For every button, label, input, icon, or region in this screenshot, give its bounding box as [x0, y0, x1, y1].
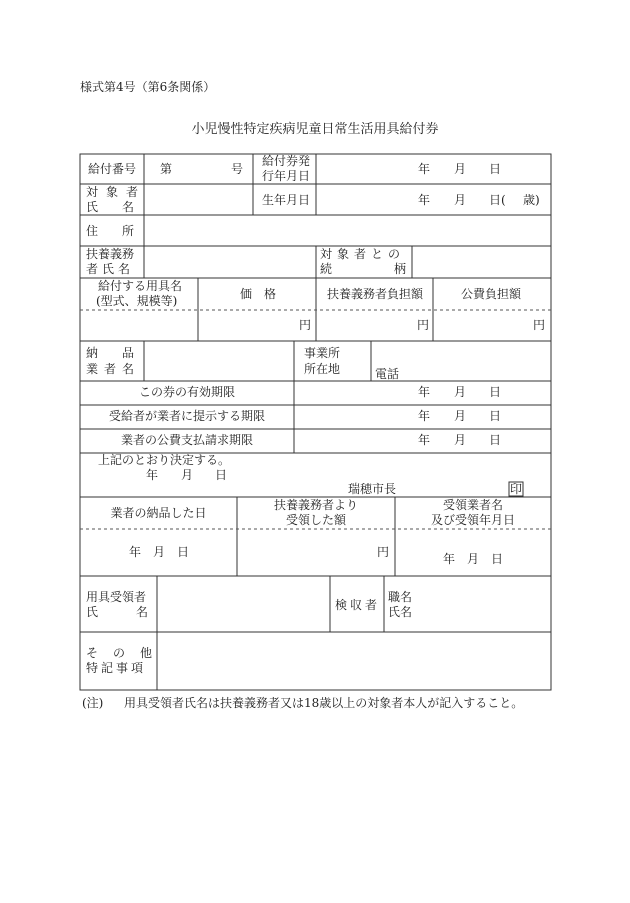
- decision-text: 上記のとおり決定する。: [98, 453, 231, 467]
- office-label-1: 事業所: [304, 346, 341, 360]
- vendor-label-2: 業者名: [86, 362, 141, 376]
- guardian-label-1: 扶養義務: [86, 247, 135, 261]
- guardian-share-yen: 円: [417, 318, 430, 332]
- public-share-yen: 円: [533, 318, 546, 332]
- issue-date-tsuki: 月: [454, 162, 467, 176]
- public-share-label: 公費負担額: [461, 287, 522, 301]
- vendor-label-1: 納品: [86, 346, 159, 360]
- decision-nen: 年: [146, 468, 159, 482]
- voucher-no-dai: 第: [160, 162, 173, 176]
- remarks-label-1: その他: [86, 646, 168, 660]
- price-yen: 円: [299, 318, 312, 332]
- delivery-nen: 年: [129, 545, 142, 559]
- subject-name-label-2: 氏名: [86, 200, 159, 214]
- received-amount-label-2: 受領した額: [285, 513, 346, 527]
- subject-name-label-1: 対象者: [86, 185, 147, 199]
- decision-tsuki: 月: [181, 468, 194, 482]
- delivery-tsuki: 月: [153, 545, 166, 559]
- issue-date-nen: 年: [418, 162, 431, 176]
- item-label-1: 給付する用具名: [98, 279, 183, 293]
- issue-date-label-2: 行年月日: [262, 169, 311, 183]
- claim-deadline-label: 業者の公費支払請求期限: [120, 433, 253, 447]
- inspector-name-label: 氏名: [388, 605, 413, 619]
- form-title: 小児慢性特定疾病児童日常生活用具給付券: [191, 122, 439, 137]
- footnote-label: (注): [82, 696, 104, 710]
- guardian-share-label: 扶養義務者負担額: [327, 287, 424, 301]
- received-yen: 円: [377, 545, 390, 559]
- present-deadline-hi: 日: [489, 409, 502, 423]
- delivery-date-label: 業者の納品した日: [110, 506, 207, 520]
- phone-label: 電話: [375, 367, 400, 381]
- address-label: 住所: [86, 224, 159, 238]
- item-label-2: (型式、規模等): [96, 294, 178, 308]
- claim-deadline-nen: 年: [418, 433, 431, 447]
- receiver-label-2: 及び受領年月日: [430, 513, 515, 527]
- form-code: 様式第4号（第6条関係）: [80, 80, 216, 94]
- receiver-hi: 日: [491, 552, 504, 566]
- validity-period-tsuki: 月: [454, 385, 467, 399]
- validity-period-label: この券の有効期限: [138, 385, 235, 399]
- receiver-nen: 年: [443, 552, 456, 566]
- inspector-label: 検収者: [335, 598, 381, 612]
- seal-mark: 印: [510, 482, 523, 496]
- received-amount-label-1: 扶養義務者より: [273, 498, 358, 512]
- validity-period-hi: 日: [489, 385, 502, 399]
- mayor-title: 瑞穂市長: [348, 482, 397, 496]
- remarks-label-2: 特記事項: [86, 661, 147, 675]
- office-label-2: 所在地: [304, 362, 341, 376]
- dob-sai: 歳): [523, 193, 540, 207]
- footnote-text: 用具受領者氏名は扶養義務者又は18歳以上の対象者本人が記入すること。: [124, 696, 524, 710]
- claim-deadline-hi: 日: [489, 433, 502, 447]
- guardian-label-2: 者氏名: [86, 262, 135, 276]
- claim-deadline-tsuki: 月: [454, 433, 467, 447]
- relation-label-1: 対象者との: [320, 247, 406, 261]
- validity-period-nen: 年: [418, 385, 431, 399]
- relation-label-2: 続柄: [320, 262, 469, 276]
- voucher-no-label: 給付番号: [88, 162, 137, 176]
- issue-date-hi: 日: [489, 162, 502, 176]
- receiver-tsuki: 月: [467, 552, 480, 566]
- present-deadline-tsuki: 月: [454, 409, 467, 423]
- dob-tsuki: 月: [454, 193, 467, 207]
- dob-label: 生年月日: [262, 193, 311, 207]
- decision-hi: 日: [215, 468, 228, 482]
- present-deadline-label: 受給者が業者に提示する期限: [108, 409, 265, 423]
- dob-nen: 年: [418, 193, 431, 207]
- dob-hi-open: 日(: [489, 193, 506, 207]
- recipient-label-2: 氏名: [86, 605, 187, 619]
- issue-date-label-1: 給付券発: [262, 154, 311, 168]
- position-label: 職名: [388, 590, 413, 604]
- price-label: 価格: [240, 287, 289, 301]
- present-deadline-nen: 年: [418, 409, 431, 423]
- delivery-hi: 日: [177, 545, 190, 559]
- recipient-label-1: 用具受領者: [86, 590, 147, 604]
- footnote: [82, 694, 523, 711]
- receiver-label-1: 受領業者名: [442, 498, 503, 512]
- voucher-no-go: 号: [231, 162, 244, 176]
